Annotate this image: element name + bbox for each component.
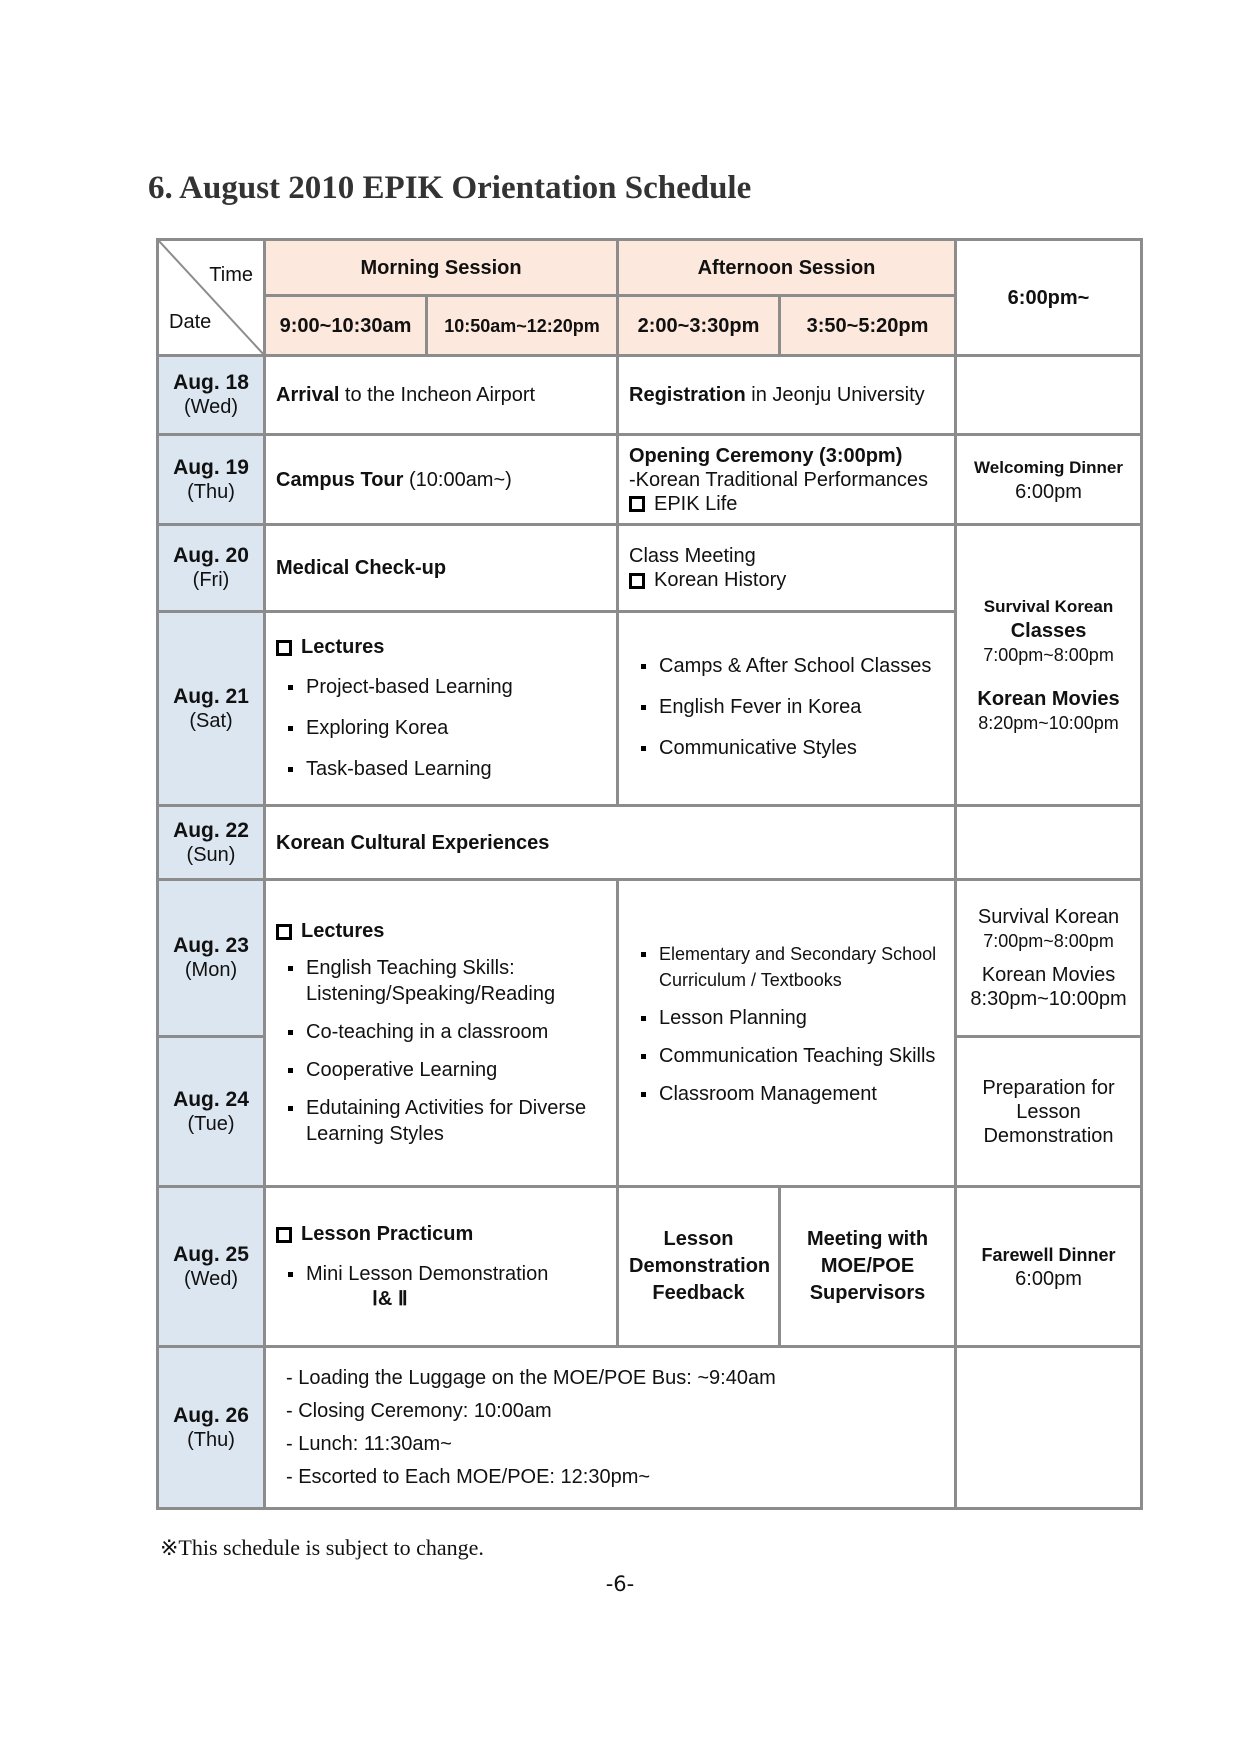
event-title: Welcoming Dinner xyxy=(974,457,1123,477)
event-text: Lesson xyxy=(1016,1100,1081,1123)
date-label: Aug. 23 xyxy=(173,934,249,957)
morning-cell xyxy=(265,435,618,525)
list-item: Edutaining Activities for Diverse Learning Styles xyxy=(288,1095,606,1147)
list-item: Exploring Korea xyxy=(288,715,606,741)
date-label: Aug. 20 xyxy=(173,544,249,567)
evening-cell xyxy=(956,435,1142,525)
day-label: (Sun) xyxy=(186,843,236,866)
list-item: Task-based Learning xyxy=(288,756,606,782)
evening-cell xyxy=(956,880,1142,1037)
event-text: Class Meeting xyxy=(629,545,756,567)
roman-numerals: Ⅰ& Ⅱ xyxy=(372,1288,408,1310)
day-label: (Wed) xyxy=(183,396,239,418)
event-text: in Jeonju University xyxy=(745,384,925,406)
event-text: Demonstration xyxy=(983,1124,1114,1147)
event-text: EPIK Life xyxy=(654,492,738,515)
square-bullet-icon xyxy=(276,1227,292,1243)
list-item: Communication Teaching Skills xyxy=(641,1043,944,1069)
afternoon-session-header: Afternoon Session xyxy=(618,240,956,296)
square-bullet-icon xyxy=(276,924,292,940)
event-time: 7:00pm~8:00pm xyxy=(983,645,1114,665)
evening-cell xyxy=(956,1037,1142,1187)
event-text: to the Incheon Airport xyxy=(339,384,536,406)
list-item: Lesson Planning xyxy=(641,1005,944,1031)
slot-4: 3:50~5:20pm xyxy=(780,296,956,356)
header-corner xyxy=(158,240,265,356)
date-cell xyxy=(158,356,265,435)
morning-cell xyxy=(265,880,618,1187)
date-cell xyxy=(158,435,265,525)
afternoon-cell xyxy=(618,356,956,435)
event-text: Korean History xyxy=(654,569,787,591)
practicum-heading: Lesson Practicum xyxy=(301,1223,474,1245)
day-label: (Wed) xyxy=(183,1267,239,1290)
slot-3: 2:00~3:30pm xyxy=(618,296,780,356)
schedule-table xyxy=(156,238,1143,1510)
event-title: Opening Ceremony (3:00pm) xyxy=(629,444,903,467)
date-label: Aug. 22 xyxy=(173,818,249,842)
list-item: Cooperative Learning xyxy=(288,1057,606,1083)
evening-cell xyxy=(956,525,1142,806)
event-time: 8:30pm~10:00pm xyxy=(970,988,1127,1010)
date-cell xyxy=(158,806,265,880)
list-item: Co-teaching in a classroom xyxy=(288,1019,606,1045)
event-title: Korean Movies xyxy=(977,688,1120,710)
event-time: 6:00pm xyxy=(1015,480,1082,503)
event-bold: Arrival xyxy=(276,384,340,406)
page-title: 6. August 2010 EPIK Orientation Schedule xyxy=(148,170,752,206)
date-label: Aug. 19 xyxy=(173,455,249,479)
lectures-heading: Lectures xyxy=(301,920,385,942)
row-aug-26 xyxy=(158,1347,1142,1509)
date-label: Aug. 24 xyxy=(173,1087,249,1111)
evening-cell xyxy=(956,1347,1142,1509)
square-bullet-icon xyxy=(276,640,292,656)
date-label: Aug. 26 xyxy=(173,1403,249,1427)
date-cell xyxy=(158,1037,265,1187)
square-bullet-icon xyxy=(629,496,645,512)
row-aug-18 xyxy=(158,356,1142,435)
corner-time-label: Time xyxy=(209,264,253,286)
morning-session-header: Morning Session xyxy=(265,240,618,296)
row-aug-20 xyxy=(158,525,1142,612)
event-bold: Registration xyxy=(629,384,746,406)
corner-date-label: Date xyxy=(169,311,212,333)
evening-cell xyxy=(956,806,1142,880)
morning-cell xyxy=(265,612,618,806)
date-label: Aug. 18 xyxy=(173,371,249,394)
day-label: (Thu) xyxy=(187,1428,235,1451)
list-item: - Closing Ceremony: 10:00am xyxy=(286,1400,552,1422)
day-label: (Tue) xyxy=(187,1112,235,1135)
morning-cell: Korean Cultural Experiences xyxy=(265,806,956,880)
row-aug-19 xyxy=(158,435,1142,525)
day-label: (Sat) xyxy=(189,709,233,732)
slot-1: 9:00~10:30am xyxy=(265,296,427,356)
afternoon-cell xyxy=(618,880,956,1187)
event-text: Preparation for xyxy=(982,1076,1115,1099)
list-item: Elementary and Secondary School Curriculum / Textbooks xyxy=(641,941,944,993)
square-bullet-icon xyxy=(629,573,645,589)
slot-2: 10:50am~12:20pm xyxy=(427,296,618,356)
list-item: Mini Lesson Demonstration xyxy=(288,1261,606,1287)
list-item: - Lunch: 11:30am~ xyxy=(286,1433,452,1455)
evening-cell xyxy=(956,1187,1142,1347)
evening-cell xyxy=(956,356,1142,435)
date-label: Aug. 25 xyxy=(173,1242,249,1266)
afternoon-cell xyxy=(618,612,956,806)
event-title: Korean Movies xyxy=(981,964,1116,986)
list-item: English Fever in Korea xyxy=(641,694,944,720)
list-item: - Loading the Luggage on the MOE/POE Bus: ~9:40am xyxy=(286,1367,776,1389)
list-item: Classroom Management xyxy=(641,1081,944,1107)
event-text: -Korean Traditional Performances xyxy=(629,468,929,491)
date-cell xyxy=(158,612,265,806)
lectures-heading: Lectures xyxy=(301,636,385,658)
date-cell xyxy=(158,525,265,612)
corner-diagonal xyxy=(159,241,266,357)
day-label: (Fri) xyxy=(192,569,230,591)
evening-header: 6:00pm~ xyxy=(956,240,1142,356)
event-title: Classes xyxy=(1010,620,1087,642)
date-label: Aug. 21 xyxy=(173,684,249,708)
list-item: English Teaching Skills: Listening/Speaking/Reading xyxy=(288,955,606,1007)
event-title: Farewell Dinner xyxy=(981,1244,1116,1265)
event-bold: Campus Tour xyxy=(276,468,404,491)
day-label: (Mon) xyxy=(184,959,238,981)
date-cell xyxy=(158,1347,265,1509)
list-item: Project-based Learning xyxy=(288,674,606,700)
morning-cell xyxy=(265,356,618,435)
row-aug-23 xyxy=(158,880,1142,1037)
afternoon-cell xyxy=(618,435,956,525)
schedule-note: ※This schedule is subject to change. xyxy=(160,1535,484,1560)
event-text: (10:00am~) xyxy=(403,468,512,491)
event-time: 6:00pm xyxy=(1015,1267,1082,1290)
day-schedule-cell xyxy=(265,1347,956,1509)
list-item: Camps & After School Classes xyxy=(641,653,944,679)
date-cell xyxy=(158,880,265,1037)
date-cell xyxy=(158,1187,265,1347)
list-item: Communicative Styles xyxy=(641,735,944,761)
event-title: Survival Korean xyxy=(983,597,1114,616)
row-aug-22 xyxy=(158,806,1142,880)
list-item: - Escorted to Each MOE/POE: 12:30pm~ xyxy=(286,1466,651,1488)
morning-cell: Medical Check-up xyxy=(265,525,618,612)
afternoon-cell-1: Lesson Demonstration Feedback xyxy=(618,1187,780,1347)
event-time: 7:00pm~8:00pm xyxy=(983,931,1114,951)
page-number: -6- xyxy=(605,1572,635,1596)
afternoon-cell xyxy=(618,525,956,612)
day-label: (Thu) xyxy=(187,480,235,503)
afternoon-cell-2: Meeting with MOE/POE Supervisors xyxy=(780,1187,956,1347)
event-time: 8:20pm~10:00pm xyxy=(978,713,1119,733)
row-aug-25 xyxy=(158,1187,1142,1347)
morning-cell xyxy=(265,1187,618,1347)
event-title: Survival Korean xyxy=(977,906,1120,928)
